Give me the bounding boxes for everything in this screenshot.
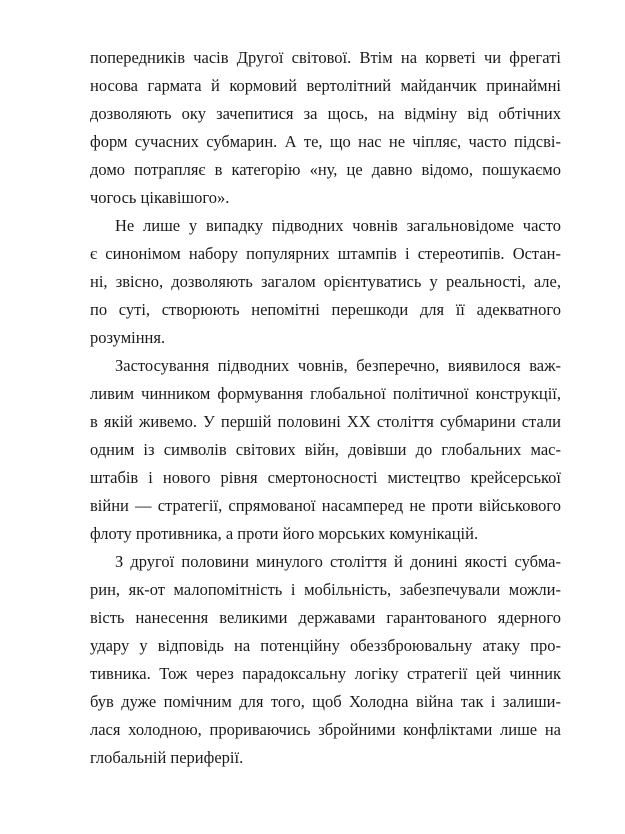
text-line: флоту противника, а проти його морських комунікацій. (90, 524, 479, 543)
text-line: одним із символів світових війн, довівши до глобальних мас- (90, 440, 561, 459)
text-line: Застосування підводних човнів, безперечно, виявилося важ- (115, 356, 561, 375)
text-line: дозволяють оку зачепитися за щось, на відміну від обтічних (90, 104, 561, 123)
text-line: вість нанесення великими державами гарантованого ядерного (90, 608, 561, 627)
text-line: в якій живемо. У першій половині XX століття субмарини стали (90, 412, 561, 431)
text-line: війни — стратегії, спрямованої насамперед не проти військового (90, 496, 561, 515)
text-line: глобальній периферії. (90, 748, 244, 767)
text-line: З другої половини минулого століття й донині якості субма- (115, 552, 561, 571)
text-line: попередників часів Другої світової. Втім на корветі чи фрегаті (90, 48, 561, 67)
text-line: є синонімом набору популярних штампів і стереотипів. Остан- (90, 244, 561, 263)
text-line: розуміння. (90, 328, 166, 347)
text-line: ні, звісно, дозволяють загалом орієнтуватись у реальності, але, (90, 272, 561, 291)
text-line: лася холодною, прориваючись збройними конфліктами лише на (90, 720, 561, 739)
text-line: Не лише у випадку підводних човнів загальновідоме часто (115, 216, 561, 235)
text-line: домо потрапляє в категорію «ну, це давно відомо, пошукаємо (90, 160, 561, 179)
text-line: по суті, створюють непомітні перешкоди для її адекватного (90, 300, 561, 319)
text-line: удару у відповідь на потенційну обеззброювальну атаку про- (90, 636, 561, 655)
text-line: був дуже помічним для того, щоб Холодна війна так і залиши- (90, 692, 561, 711)
text-line: рин, як-от малопомітність і мобільність, забезпечували можли- (90, 580, 561, 599)
text-line: чогось цікавішого». (90, 188, 230, 207)
text-line: ливим чинником формування глобальної політичної конструкції, (90, 384, 561, 403)
text-line: штабів і нового рівня смертоносності мистецтво крейсерської (90, 468, 561, 487)
text-line: форм сучасних субмарин. А те, що нас не чіпляє, часто підсві- (90, 132, 561, 151)
text-line: тивника. Тож через парадоксальну логіку стратегії цей чинник (90, 664, 561, 683)
text-line: носова гармата й кормовий вертолітний майданчик принаймні (90, 76, 561, 95)
